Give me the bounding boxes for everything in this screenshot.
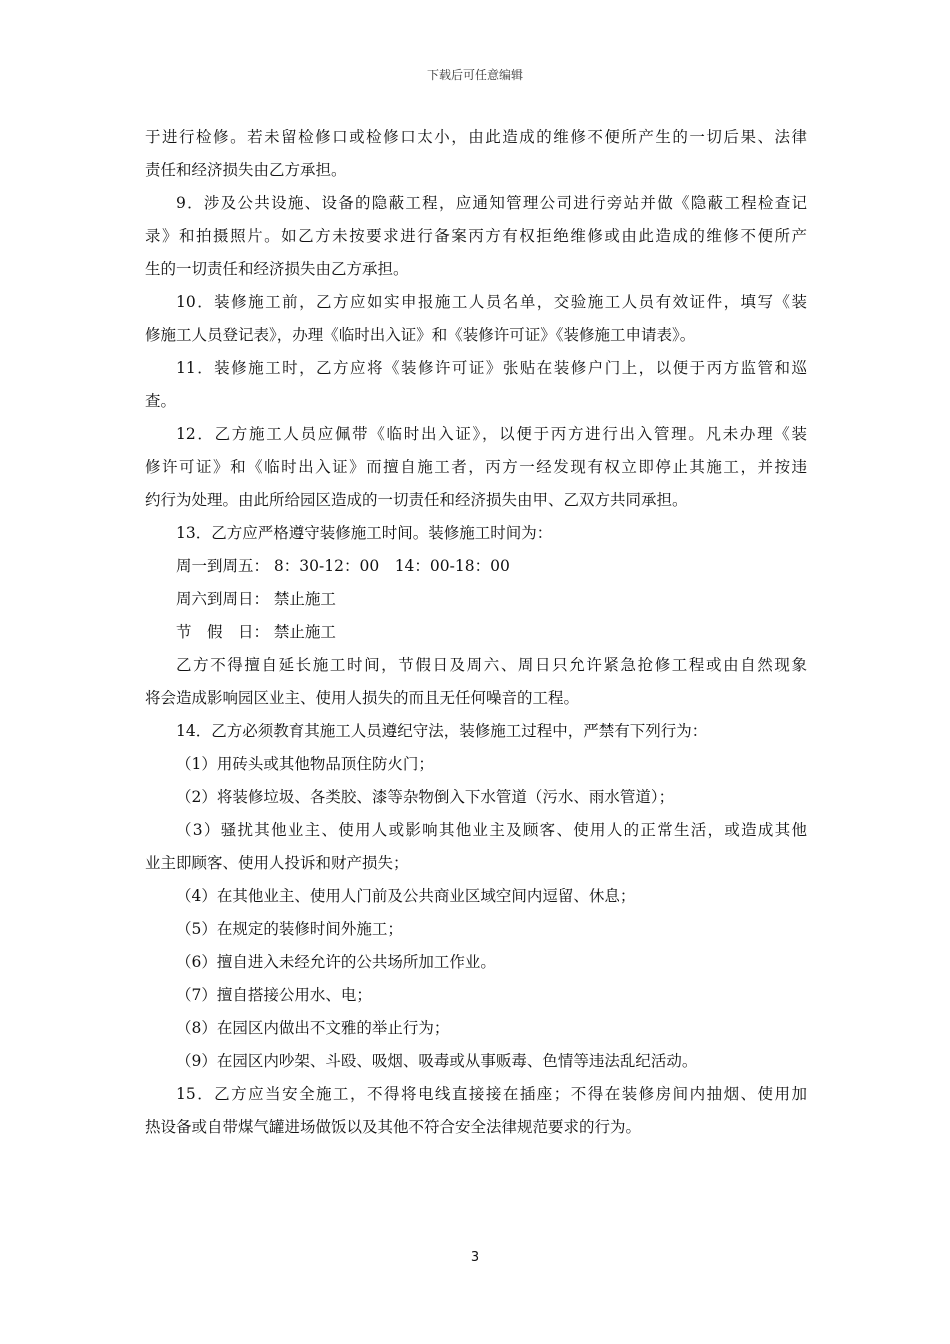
clause-11: 11．装修施工时，乙方应将《装修许可证》张贴在装修户门上，以便于丙方监管和巡 [176, 359, 807, 377]
text-line: 热设备或自带煤气罐进场做饭以及其他不符合安全法律规范要求的行为。 [145, 1118, 642, 1136]
document-body [145, 121, 807, 1144]
schedule-weekend: 周六到周日： 禁止施工 [176, 590, 336, 608]
text-line: 将会造成影响园区业主、使用人损失的而且无任何噪音的工程。 [145, 689, 580, 707]
text-line: 修施工人员登记表》，办理《临时出入证》和《装修许可证》《装修施工申请表》。 [145, 326, 696, 344]
list-item: （4）在其他业主、使用人门前及公共商业区域空间内逗留、休息； [176, 887, 636, 905]
clause-15: 15．乙方应当安全施工，不得将电线直接接在插座；不得在装修房间内抽烟、使用加 [176, 1085, 807, 1103]
text-line: 生的一切责任和经济损失由乙方承担。 [145, 260, 409, 278]
list-item: （3）骚扰其他业主、使用人或影响其他业主及顾客、使用人的正常生活，或造成其他 [176, 821, 807, 839]
clause-9: 9．涉及公共设施、设备的隐蔽工程，应通知管理公司进行旁站并做《隐蔽工程检查记 [176, 194, 807, 212]
clause-10: 10．装修施工前，乙方应如实申报施工人员名单，交验施工人员有效证件，填写《装 [176, 293, 807, 311]
text-line: 修许可证》和《临时出入证》而擅自施工者，丙方一经发现有权立即停止其施工，并按违 [145, 458, 807, 476]
page-header: 下载后可任意编辑 [426, 68, 523, 82]
list-item: （7）擅自搭接公用水、电； [176, 986, 372, 1004]
text-line: 于进行检修。若未留检修口或检修口太小，由此造成的维修不便所产生的一切后果、法律 [145, 128, 807, 146]
page-number: 3 [470, 1250, 480, 1265]
list-item: （8）在园区内做出不文雅的举止行为； [176, 1019, 450, 1037]
list-item: （5）在规定的装修时间外施工； [176, 920, 403, 938]
schedule-holidays: 节 假 日： 禁止施工 [176, 623, 336, 641]
text-line: 录》和拍摄照片。如乙方未按要求进行备案丙方有权拒绝维修或由此造成的维修不便所产 [145, 227, 807, 245]
text-line: 查。 [145, 392, 177, 410]
clause-13: 13．乙方应严格遵守装修施工时间。装修施工时间为： [176, 524, 553, 542]
text-line: 乙方不得擅自延长施工时间，节假日及周六、周日只允许紧急抢修工程或由自然现象 [176, 656, 807, 674]
schedule-weekdays: 周一到周五： 8：30-12：00 14：00-18：00 [176, 557, 510, 575]
list-item: （2）将装修垃圾、各类胶、漆等杂物倒入下水管道（污水、雨水管道）； [176, 788, 675, 806]
text-line: 业主即顾客、使用人投诉和财产损失； [145, 854, 409, 872]
list-item: （1）用砖头或其他物品顶住防火门； [176, 755, 434, 773]
list-item: （6）擅自进入未经允许的公共场所加工作业。 [176, 953, 496, 971]
text-line: 约行为处理。由此所给园区造成的一切责任和经济损失由甲、乙双方共同承担。 [145, 491, 688, 509]
clause-12: 12．乙方施工人员应佩带《临时出入证》，以便于丙方进行出入管理。凡未办理《装 [176, 425, 807, 443]
list-item: （9）在园区内吵架、斗殴、吸烟、吸毒或从事贩毒、色情等违法乱纪活动。 [176, 1052, 698, 1070]
clause-14: 14．乙方必须教育其施工人员遵纪守法，装修施工过程中，严禁有下列行为： [176, 722, 708, 740]
text-line: 责任和经济损失由乙方承担。 [145, 161, 347, 179]
